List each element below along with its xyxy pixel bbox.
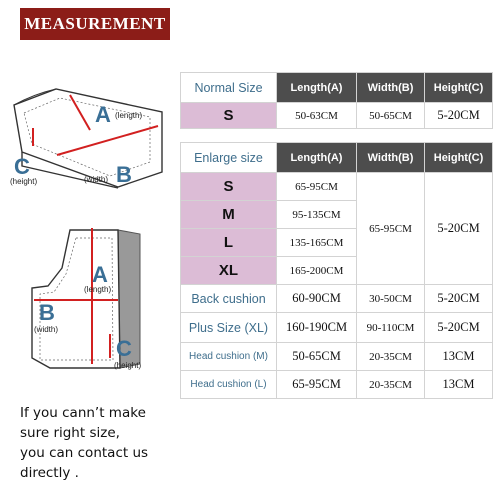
table-row — [181, 103, 493, 129]
extra-row-width: 20-35CM — [357, 343, 425, 371]
top-label-a-desc: (length) — [115, 111, 143, 120]
normal-size-table — [180, 72, 493, 129]
measurement-banner: MEASUREMENT — [20, 8, 170, 40]
table-row — [181, 285, 493, 313]
bottom-label-a-desc: (length) — [84, 285, 112, 294]
normal-height: 5-20CM — [425, 103, 493, 129]
bottom-label-b-desc: (width) — [34, 325, 59, 334]
extra-row-height: 5-20CM — [425, 285, 493, 313]
normal-width: 50-65CM — [357, 103, 425, 129]
table-row — [181, 371, 493, 399]
bottom-label-a: A — [92, 262, 108, 287]
bottom-label-c: C — [116, 336, 132, 361]
top-label-b-desc: (width) — [84, 175, 109, 184]
enlarge-length: 135-165CM — [277, 229, 357, 257]
extra-row-label: Back cushion — [181, 285, 277, 313]
normal-size-title: Normal Size — [181, 73, 277, 103]
enlarge-header-row — [181, 143, 493, 173]
extra-row-width: 90-110CM — [357, 313, 425, 343]
extra-row-length: 50-65CM — [277, 343, 357, 371]
enlarge-height: 5-20CM — [425, 173, 493, 285]
extra-row-length: 65-95CM — [277, 371, 357, 399]
extra-row-height: 5-20CM — [425, 313, 493, 343]
enlarge-size-label: S — [181, 173, 277, 201]
header-length: Length(A) — [277, 73, 357, 103]
enlarge-size-label: XL — [181, 257, 277, 285]
extra-row-height: 13CM — [425, 371, 493, 399]
enlarge-length: 65-95CM — [277, 173, 357, 201]
top-label-c: C — [14, 154, 30, 179]
extra-row-length: 160-190CM — [277, 313, 357, 343]
normal-size-label: S — [181, 103, 277, 129]
extra-row-width: 30-50CM — [357, 285, 425, 313]
extra-row-label: Head cushion (M) — [181, 343, 277, 371]
header-length-2: Length(A) — [277, 143, 357, 173]
note-line: directly . — [20, 465, 79, 481]
note-line: If you cann’t make — [20, 405, 146, 421]
enlarge-length: 95-135CM — [277, 201, 357, 229]
enlarge-length: 165-200CM — [277, 257, 357, 285]
back-cushion-diagram — [0, 222, 180, 377]
extra-row-width: 20-35CM — [357, 371, 425, 399]
table-row — [181, 343, 493, 371]
header-height: Height(C) — [425, 73, 493, 103]
note-line: you can contact us — [20, 445, 149, 461]
extra-row-length: 60-90CM — [277, 285, 357, 313]
enlarge-size-label: L — [181, 229, 277, 257]
extra-row-height: 13CM — [425, 343, 493, 371]
top-label-c-desc: (height) — [10, 177, 38, 186]
table-row — [181, 313, 493, 343]
extra-row-label: Plus Size (XL) — [181, 313, 277, 343]
seat-cushion-diagram — [0, 80, 180, 195]
bottom-label-c-desc: (height) — [114, 361, 142, 370]
extra-row-label: Head cushion (L) — [181, 371, 277, 399]
table-row — [181, 173, 493, 201]
enlarge-size-title: Enlarge size — [181, 143, 277, 173]
header-width: Width(B) — [357, 73, 425, 103]
normal-length: 50-63CM — [277, 103, 357, 129]
contact-note — [20, 403, 148, 483]
note-line: sure right size, — [20, 425, 120, 441]
header-height-2: Height(C) — [425, 143, 493, 173]
header-width-2: Width(B) — [357, 143, 425, 173]
bottom-label-b: B — [39, 300, 55, 325]
top-label-a: A — [95, 102, 111, 127]
normal-header-row — [181, 73, 493, 103]
enlarge-width: 65-95CM — [357, 173, 425, 285]
enlarge-size-label: M — [181, 201, 277, 229]
enlarge-size-table — [180, 142, 493, 399]
top-label-b: B — [116, 162, 132, 187]
